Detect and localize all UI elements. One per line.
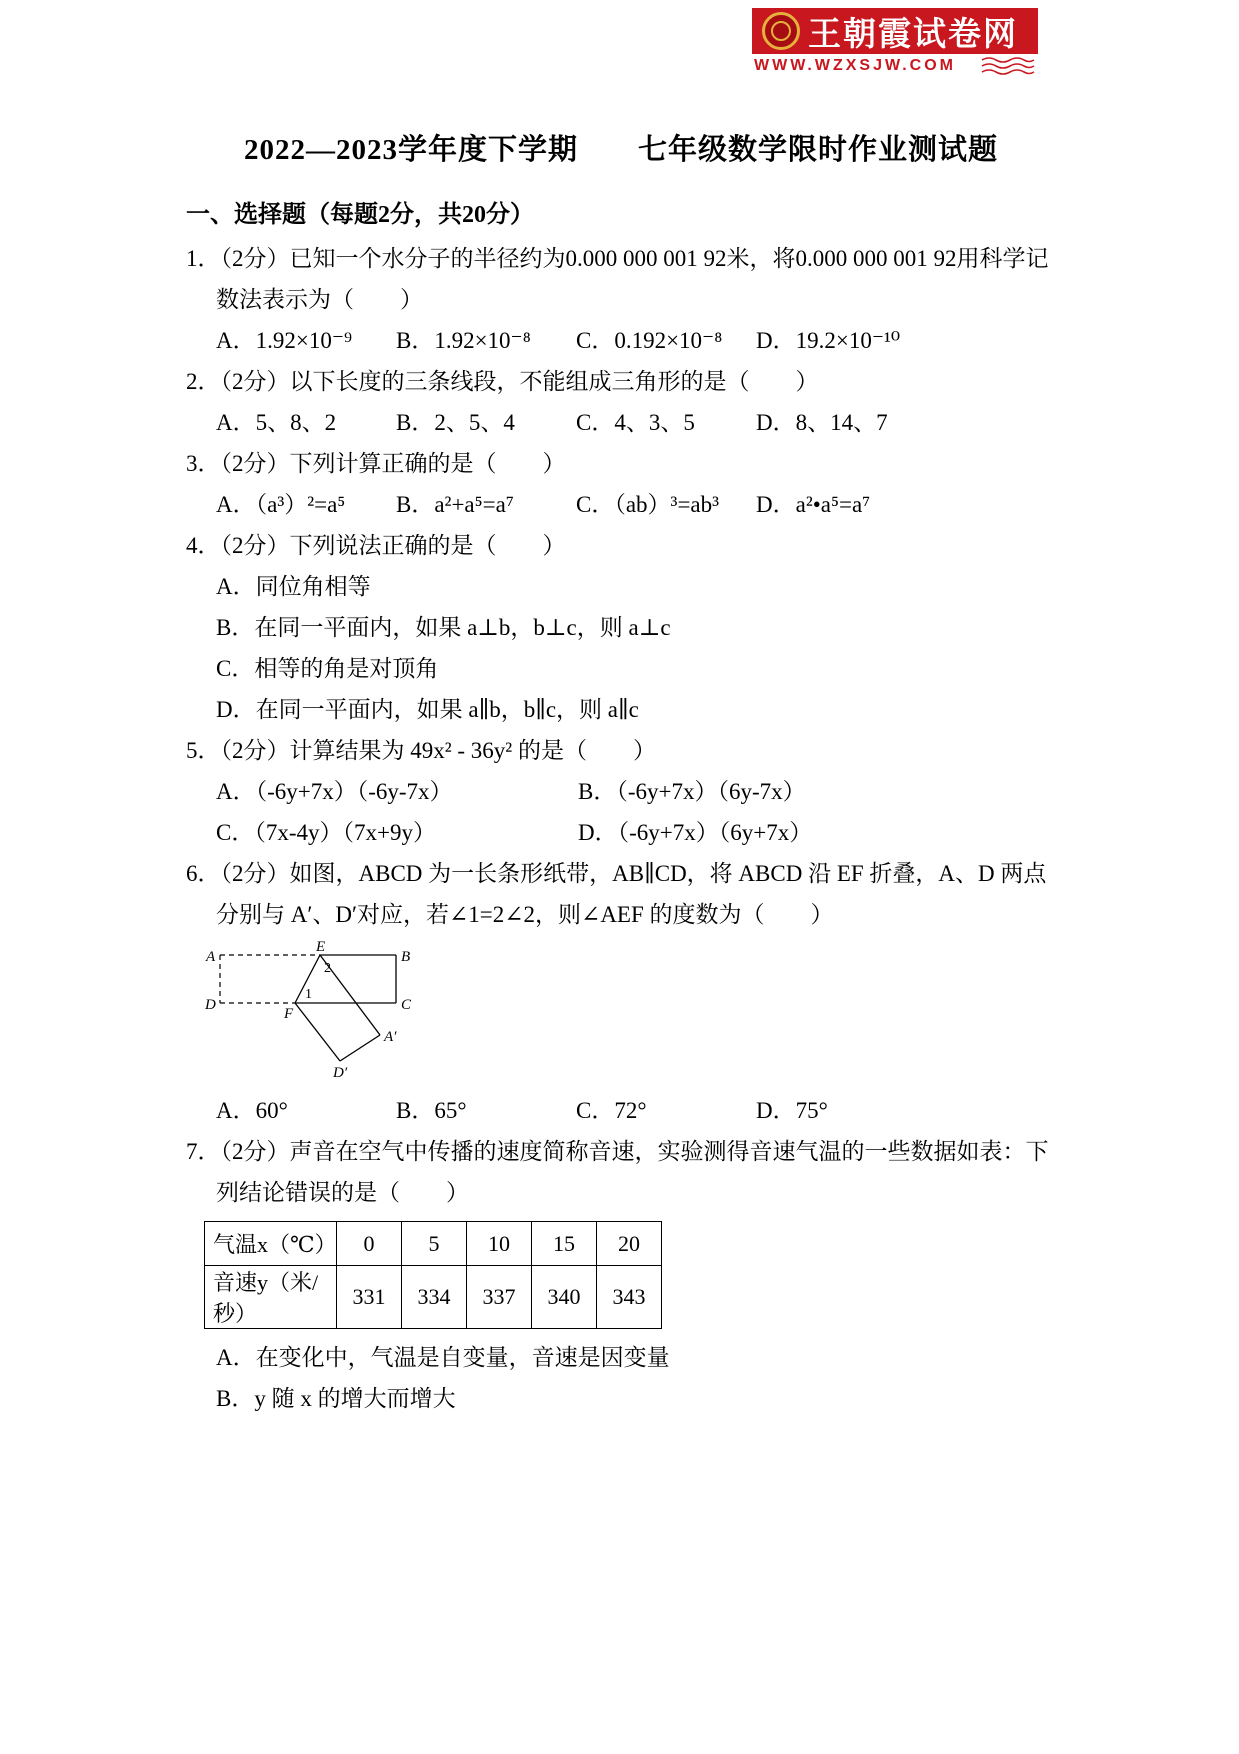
figure-label-b: B: [401, 949, 411, 965]
option-c: C．（ab）³=ab³: [576, 492, 720, 517]
figure-angle-1: 1: [305, 987, 312, 1002]
option-a: A．5、8、2: [216, 410, 337, 435]
figure-label-f: F: [284, 1006, 294, 1022]
table-cell: 15: [532, 1222, 597, 1266]
page-title: 2022—2023学年度下学期 七年级数学限时作业测试题: [243, 134, 998, 166]
option-c: C．4、3、5: [576, 410, 695, 435]
option-b: B．（-6y+7x）（6y-7x）: [578, 779, 806, 804]
option-d: D．a²•a⁵=a⁷: [756, 492, 871, 517]
option-b: B．a²+a⁵=a⁷: [396, 492, 514, 517]
option-a: A．（a³）²=a⁵: [216, 492, 346, 517]
option-a: A．60°: [216, 1098, 288, 1123]
option-b: B．65°: [396, 1098, 467, 1123]
option-d: D．8、14、7: [756, 410, 888, 435]
option-d: D．在同一平面内，如果 a∥b，b∥c，则 a∥c: [216, 697, 639, 722]
option-c: C．72°: [576, 1098, 647, 1123]
question-text: 2．（2分）以下长度的三条线段，不能组成三角形的是（ ）: [186, 369, 819, 394]
table-cell: 340: [532, 1266, 597, 1329]
question-text: 7．（2分）声音在空气中传播的速度简称音速，实验测得音速气温的一些数据如表：下列结论错误的是（ ）: [186, 1139, 1049, 1205]
option-a: A．1.92×10⁻⁹: [216, 328, 352, 353]
question-text: 3．（2分）下列计算正确的是（ ）: [186, 451, 566, 476]
question-options: [186, 1090, 1056, 1131]
question-7: [186, 1131, 1056, 1419]
figure-label-d: D: [205, 997, 216, 1013]
waves-icon: [980, 57, 1036, 75]
question-options: [186, 771, 1056, 812]
table-header-cell: 音速y（米/秒）: [205, 1266, 337, 1329]
option-d: D．（-6y+7x）（6y+7x）: [578, 820, 813, 845]
table-cell: 5: [402, 1222, 467, 1266]
figure-label-d-prime: D′: [333, 1065, 348, 1081]
section-heading: 一、选择题（每题2分，共20分）: [186, 202, 534, 228]
figure-label-a: A: [206, 949, 216, 965]
option-b: B．在同一平面内，如果 a⊥b，b⊥c，则 a⊥c: [216, 615, 671, 640]
option-d: D．75°: [756, 1098, 828, 1123]
table-cell: 343: [597, 1266, 662, 1329]
question-text: 4．（2分）下列说法正确的是（ ）: [186, 533, 566, 558]
option-b: B．2、5、4: [396, 410, 515, 435]
logo-site-name: 王朝霞试卷网: [808, 16, 1018, 53]
logo-banner: [752, 8, 1038, 54]
table-row: [205, 1222, 662, 1266]
site-logo: [752, 8, 1038, 75]
option-a: A．（-6y+7x）（-6y-7x）: [216, 779, 453, 804]
question-options: [186, 320, 1056, 361]
option-d: D．19.2×10⁻¹⁰: [756, 328, 901, 353]
question-options: [186, 812, 1056, 853]
question-text: 1．（2分）已知一个水分子的半径约为0.000 000 001 92米，将0.000 000 001 92用科学记数法表示为（ ）: [186, 246, 1049, 312]
figure-label-e: E: [316, 941, 326, 955]
question-6-figure: [202, 941, 1056, 1086]
option-b: B．1.92×10⁻⁸: [396, 328, 531, 353]
option-c: C．相等的角是对顶角: [216, 656, 439, 681]
table-cell: 331: [337, 1266, 402, 1329]
logo-seal-icon: [762, 12, 800, 50]
logo-site-url: WWW.WZXSJW.COM: [754, 57, 956, 74]
question-4: [186, 525, 1056, 730]
question-options: [186, 402, 1056, 443]
table-header-cell: 气温x（℃）: [205, 1222, 337, 1266]
figure-label-c: C: [401, 997, 412, 1013]
option-a: A．在变化中，气温是自变量，音速是因变量: [216, 1345, 670, 1370]
table-cell: 0: [337, 1222, 402, 1266]
question-text: 6．（2分）如图，ABCD 为一长条形纸带，AB∥CD，将 ABCD 沿 EF 折叠，A、D 两点分别与 A′、D′对应，若∠1=2∠2，则∠AEF 的度数为（ ）: [186, 861, 1047, 927]
figure-label-a-prime: A′: [384, 1029, 397, 1045]
question-1: [186, 238, 1056, 361]
option-c: C．0.192×10⁻⁸: [576, 328, 723, 353]
question-text: 5．（2分）计算结果为 49x² - 36y² 的是（ ）: [186, 738, 656, 763]
option-c: C．（7x-4y）（7x+9y）: [216, 820, 436, 845]
paper-content: [186, 128, 1056, 1419]
table-cell: 337: [467, 1266, 532, 1329]
question-3: [186, 443, 1056, 525]
table-cell: 334: [402, 1266, 467, 1329]
question-6: [186, 853, 1056, 1131]
table-cell: 10: [467, 1222, 532, 1266]
question-5: [186, 730, 1056, 853]
question-2: [186, 361, 1056, 443]
figure-angle-2: 2: [324, 961, 331, 976]
logo-url-row: [752, 57, 1038, 75]
table-cell: 20: [597, 1222, 662, 1266]
option-a: A．同位角相等: [216, 574, 371, 599]
question-options: [186, 484, 1056, 525]
speed-temperature-table: [204, 1221, 662, 1329]
table-row: [205, 1266, 662, 1329]
option-b: B．y 随 x 的增大而增大: [216, 1386, 456, 1411]
